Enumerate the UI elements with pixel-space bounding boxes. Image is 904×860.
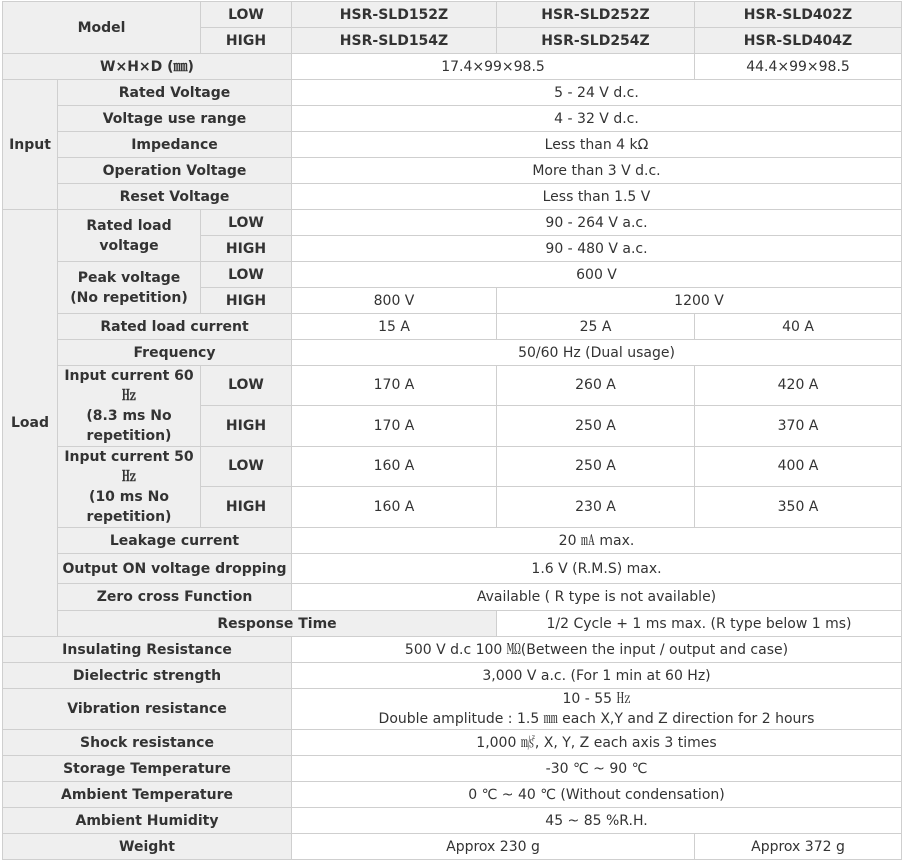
ambient-humidity-label: Ambient Humidity bbox=[3, 808, 292, 834]
input-current-50-low-2: 250 A bbox=[497, 447, 695, 487]
shock-resistance-label: Shock resistance bbox=[3, 730, 292, 756]
vibration-resistance-row bbox=[3, 689, 902, 730]
dimensions-label: W×H×D (㎜) bbox=[3, 54, 292, 80]
weight-label: Weight bbox=[3, 834, 292, 860]
storage-temperature-label: Storage Temperature bbox=[3, 756, 292, 782]
model-low-402: HSR-SLD402Z bbox=[695, 2, 902, 28]
low-label: LOW bbox=[201, 2, 292, 28]
weight-large: Approx 372 g bbox=[695, 834, 902, 860]
ambient-humidity-row bbox=[3, 808, 902, 834]
vibration-resistance-value: 10 - 55 ㎐ Double amplitude : 1.5 ㎜ each X,Y and Z direction for 2 hours bbox=[292, 689, 902, 730]
model-low-152: HSR-SLD152Z bbox=[292, 2, 497, 28]
input-current-50-high-2: 230 A bbox=[497, 486, 695, 527]
peak-voltage-low-row bbox=[3, 262, 902, 288]
zero-cross-row bbox=[3, 584, 902, 611]
peak-voltage-high-label: HIGH bbox=[201, 288, 292, 314]
insulating-resistance-row bbox=[3, 637, 902, 663]
use-range-row bbox=[3, 106, 902, 132]
rated-load-voltage-label: Rated load voltage bbox=[58, 210, 201, 262]
frequency-label: Frequency bbox=[58, 340, 292, 366]
input-current-60-low-3: 420 A bbox=[695, 366, 902, 406]
leakage-current-row bbox=[3, 528, 902, 554]
rated-voltage-row bbox=[3, 80, 902, 106]
ambient-temperature-value: 0 ℃ ~ 40 ℃ (Without condensation) bbox=[292, 782, 902, 808]
reset-voltage-label: Reset Voltage bbox=[58, 184, 292, 210]
input-current-60-high-label: HIGH bbox=[201, 405, 292, 446]
response-time-row bbox=[3, 611, 902, 637]
ambient-temperature-row bbox=[3, 782, 902, 808]
peak-voltage-high-other: 1200 V bbox=[497, 288, 902, 314]
zero-cross-label: Zero cross Function bbox=[58, 584, 292, 611]
input-current-60-low-1: 170 A bbox=[292, 366, 497, 406]
input-group-label: Input bbox=[3, 80, 58, 210]
weight-small: Approx 230 g bbox=[292, 834, 695, 860]
model-label: Model bbox=[3, 2, 201, 54]
peak-voltage-label: Peak voltage (No repetition) bbox=[58, 262, 201, 314]
reset-voltage-value: Less than 1.5 V bbox=[292, 184, 902, 210]
zero-cross-value: Available ( R type is not available) bbox=[292, 584, 902, 611]
high-label: HIGH bbox=[201, 28, 292, 54]
input-current-60-high-3: 370 A bbox=[695, 405, 902, 446]
frequency-row bbox=[3, 340, 902, 366]
dielectric-strength-row bbox=[3, 663, 902, 689]
dimensions-small: 17.4×99×98.5 bbox=[292, 54, 695, 80]
input-current-50-high-label: HIGH bbox=[201, 486, 292, 527]
model-low-row bbox=[3, 2, 902, 28]
input-current-50-low-row bbox=[3, 447, 902, 487]
use-range-value: 4 - 32 V d.c. bbox=[292, 106, 902, 132]
impedance-label: Impedance bbox=[58, 132, 292, 158]
peak-voltage-low-label: LOW bbox=[201, 262, 292, 288]
rated-load-current-15: 15 A bbox=[292, 314, 497, 340]
spec-table bbox=[2, 1, 902, 860]
input-current-60-high-2: 250 A bbox=[497, 405, 695, 446]
input-current-50-low-3: 400 A bbox=[695, 447, 902, 487]
rated-load-current-25: 25 A bbox=[497, 314, 695, 340]
dielectric-strength-value: 3,000 V a.c. (For 1 min at 60 Hz) bbox=[292, 663, 902, 689]
input-current-50-low-1: 160 A bbox=[292, 447, 497, 487]
storage-temperature-row bbox=[3, 756, 902, 782]
input-current-50-label: Input current 50㎐ (10 ms No repetition) bbox=[58, 447, 201, 528]
ambient-temperature-label: Ambient Temperature bbox=[3, 782, 292, 808]
rated-load-current-label: Rated load current bbox=[58, 314, 292, 340]
response-time-label: Response Time bbox=[58, 611, 497, 637]
leakage-current-label: Leakage current bbox=[58, 528, 292, 554]
on-voltage-drop-value: 1.6 V (R.M.S) max. bbox=[292, 554, 902, 584]
leakage-current-value: 20 ㎃ max. bbox=[292, 528, 902, 554]
rated-load-voltage-low-row bbox=[3, 210, 902, 236]
rated-load-voltage-low-label: LOW bbox=[201, 210, 292, 236]
reset-voltage-row bbox=[3, 184, 902, 210]
impedance-row bbox=[3, 132, 902, 158]
model-high-404: HSR-SLD404Z bbox=[695, 28, 902, 54]
operation-voltage-value: More than 3 V d.c. bbox=[292, 158, 902, 184]
on-voltage-drop-label: Output ON voltage dropping bbox=[58, 554, 292, 584]
ambient-humidity-value: 45 ~ 85 %R.H. bbox=[292, 808, 902, 834]
shock-resistance-row bbox=[3, 730, 902, 756]
rated-load-voltage-high-label: HIGH bbox=[201, 236, 292, 262]
insulating-resistance-value: 500 V d.c 100 ㏁(Between the input / output and case) bbox=[292, 637, 902, 663]
model-high-154: HSR-SLD154Z bbox=[292, 28, 497, 54]
input-current-60-high-1: 170 A bbox=[292, 405, 497, 446]
model-high-254: HSR-SLD254Z bbox=[497, 28, 695, 54]
rated-load-current-row bbox=[3, 314, 902, 340]
weight-row bbox=[3, 834, 902, 860]
rated-load-current-40: 40 A bbox=[695, 314, 902, 340]
dielectric-strength-label: Dielectric strength bbox=[3, 663, 292, 689]
vibration-resistance-label: Vibration resistance bbox=[3, 689, 292, 730]
rated-load-voltage-low-value: 90 - 264 V a.c. bbox=[292, 210, 902, 236]
input-current-60-low-row bbox=[3, 366, 902, 406]
on-voltage-drop-row bbox=[3, 554, 902, 584]
input-current-50-high-1: 160 A bbox=[292, 486, 497, 527]
operation-voltage-row bbox=[3, 158, 902, 184]
input-current-60-low-label: LOW bbox=[201, 366, 292, 406]
insulating-resistance-label: Insulating Resistance bbox=[3, 637, 292, 663]
shock-resistance-value: 1,000 ㎨, X, Y, Z each axis 3 times bbox=[292, 730, 902, 756]
input-current-60-low-2: 260 A bbox=[497, 366, 695, 406]
rated-load-voltage-high-value: 90 - 480 V a.c. bbox=[292, 236, 902, 262]
storage-temperature-value: -30 ℃ ~ 90 ℃ bbox=[292, 756, 902, 782]
use-range-label: Voltage use range bbox=[58, 106, 292, 132]
rated-voltage-value: 5 - 24 V d.c. bbox=[292, 80, 902, 106]
peak-voltage-low-value: 600 V bbox=[292, 262, 902, 288]
impedance-value: Less than 4 kΩ bbox=[292, 132, 902, 158]
peak-voltage-high-152: 800 V bbox=[292, 288, 497, 314]
rated-voltage-label: Rated Voltage bbox=[58, 80, 292, 106]
dimensions-large: 44.4×99×98.5 bbox=[695, 54, 902, 80]
dimensions-row bbox=[3, 54, 902, 80]
load-group-label: Load bbox=[3, 210, 58, 637]
operation-voltage-label: Operation Voltage bbox=[58, 158, 292, 184]
model-low-252: HSR-SLD252Z bbox=[497, 2, 695, 28]
response-time-value: 1/2 Cycle + 1 ms max. (R type below 1 ms) bbox=[497, 611, 902, 637]
input-current-50-high-3: 350 A bbox=[695, 486, 902, 527]
input-current-50-low-label: LOW bbox=[201, 447, 292, 487]
input-current-60-label: Input current 60㎐ (8.3 ms No repetition) bbox=[58, 366, 201, 447]
frequency-value: 50/60 Hz (Dual usage) bbox=[292, 340, 902, 366]
